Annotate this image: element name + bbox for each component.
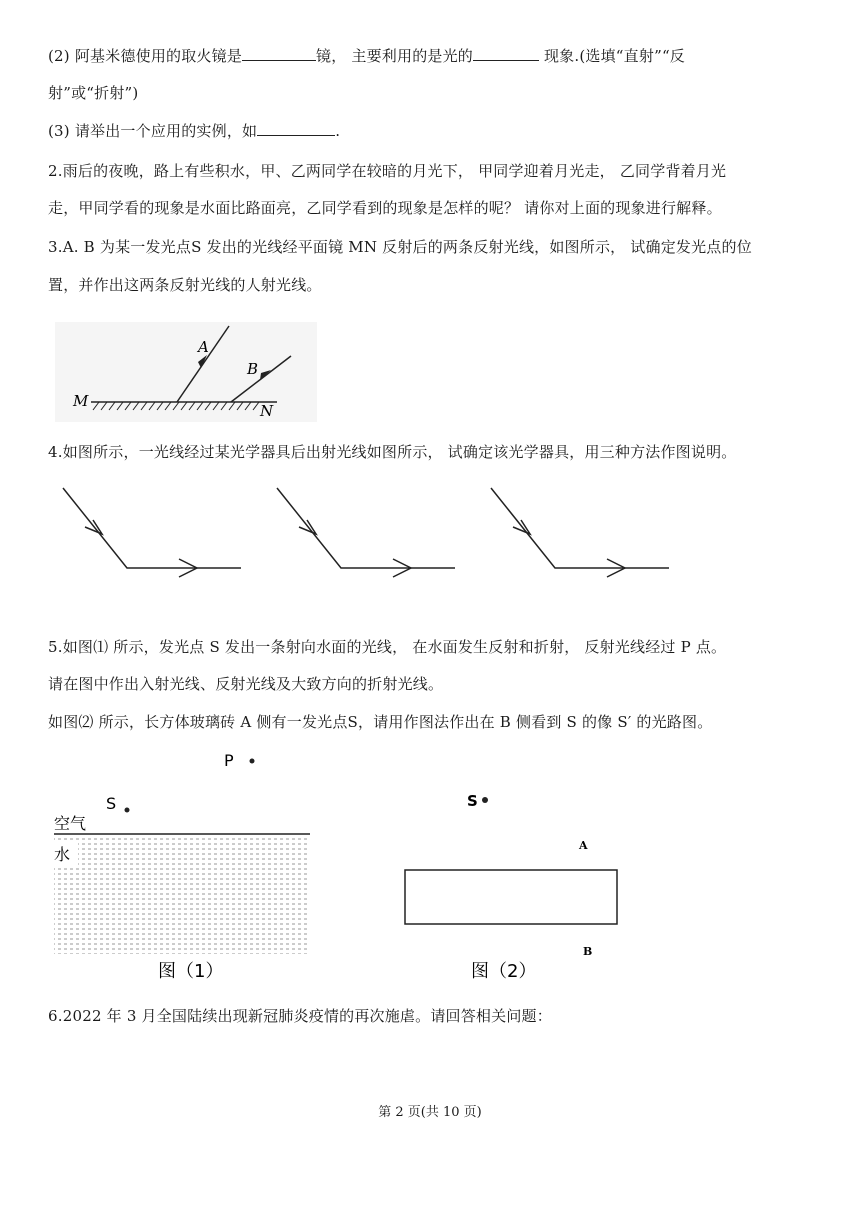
point-p [250,759,255,764]
point-s [482,797,488,803]
label-a: A [579,839,588,852]
label-m: M [73,392,89,410]
figure-2-caption: 图（2） [471,961,537,982]
water-region [54,838,310,954]
ray-diagram-3 [491,488,669,577]
label-air: 空气 [54,814,87,833]
q5-line1: 5.如图⑴ 所示，发光点 S 发出一条射向水面的光线， 在水面发生反射和折射， 反射光线经过 P 点。 [48,638,727,656]
q1-p2-text-b: 镜， 主要利用的是光的 [316,47,474,65]
q4-ray-figures [55,482,685,582]
label-s: S [467,792,478,810]
answer-blank[interactable] [242,46,316,61]
q1-p2-text-c: 现象.(选填“直射”“反 [539,47,686,65]
q3-line2: 置，并作出这两条反射光线的人射光线。 [48,276,322,294]
q5-line3: 如图⑵ 所示，长方体玻璃砖 A 侧有一发光点S，请用作图法作出在 B 侧看到 S 的像 S′ 的光路图。 [48,713,713,731]
figure-1-caption: 图（1） [158,961,224,982]
label-s: S [106,794,117,813]
ray-diagram-2 [277,488,455,577]
q2-line1: 2.雨后的夜晚，路上有些积水，甲、乙两同学在较暗的月光下， 甲同学迎着月光走， 乙同学背着月光 [48,162,727,180]
glass-brick [405,870,617,924]
page-footer: 第 2 页(共 10 页) [378,1105,482,1120]
q3-mirror-figure [55,322,320,422]
ray-diagram-1 [63,488,241,577]
label-water: 水 [54,845,71,864]
q1-part2-line1 [48,46,685,66]
label-b: B [247,360,259,378]
q5-line2: 请在图中作出入射光线、反射光线及大致方向的折射光线。 [48,675,444,693]
q4-line1: 4.如图所示，一光线经过某光学器具后出射光线如图所示， 试确定该光学器具，用三种方法作图说明。 [48,443,737,461]
answer-blank[interactable] [473,46,539,61]
q1-part3-line [48,121,340,141]
q2-line2: 走，甲同学看的现象是水面比路面亮，乙同学看到的现象是怎样的呢？ 请你对上面的现象进行解释。 [48,199,722,217]
q6-line1: 6.2022 年 3 月全国陆续出现新冠肺炎疫情的再次施虐。请回答相关问题： [48,1007,552,1025]
q1-part2-line2: 射”或“折射”) [48,84,139,102]
label-p: P [224,751,234,770]
q3-line1: 3.A. B 为某一发光点S 发出的光线经平面镜 MN 反射后的两条反射光线，如图所示， 试确定发光点的位 [48,238,752,256]
q5-figure-2 [395,785,615,985]
q1-p2-text-a: (2) 阿基米德使用的取火镜是 [48,47,243,65]
label-a: A [198,338,209,356]
q5-figure-1 [46,742,316,987]
label-n: N [260,402,274,420]
q1-p3-text-a: (3) 请举出一个应用的实例，如 [48,122,258,140]
label-b: B [583,945,593,958]
q1-p3-text-b: . [335,122,341,140]
point-s [125,808,130,813]
answer-blank[interactable] [257,121,335,136]
